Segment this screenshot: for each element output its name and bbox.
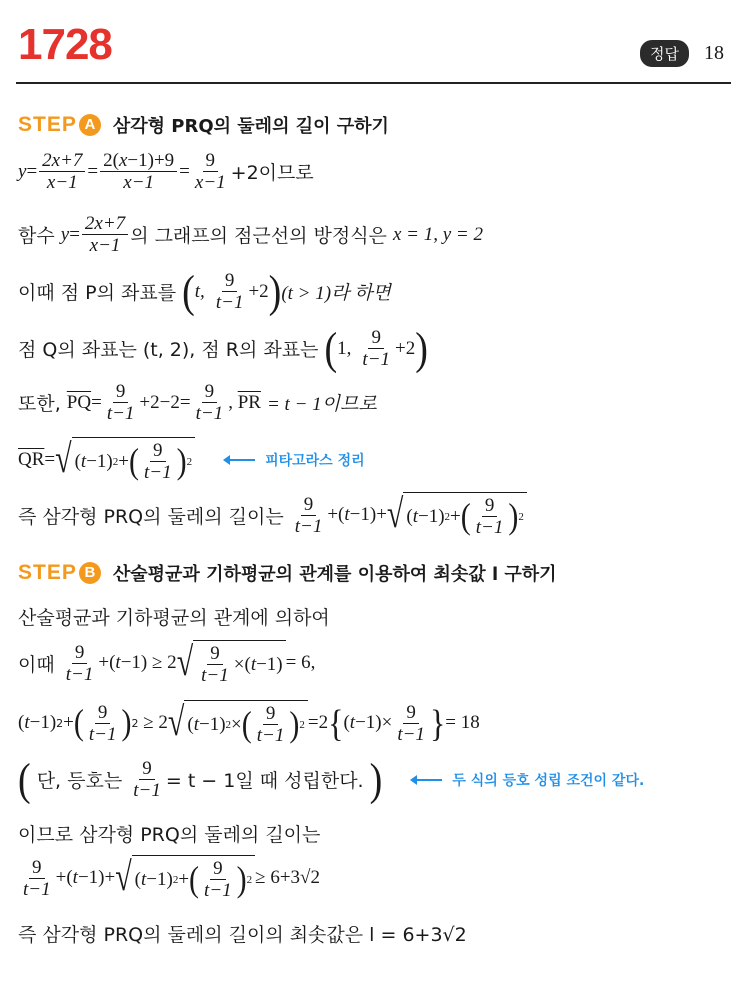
pythagoras-note: 피타고라스 정리 (225, 450, 365, 470)
left-arrow-icon (412, 779, 442, 781)
step-b-title: 산술평균과 기하평균의 관계를 이용하여 최솟값 l 구하기 (112, 564, 557, 585)
line-3-tail: (t > 1)라 하면 (281, 283, 391, 304)
line-13-tail: ≥ 6+3√2 (255, 867, 320, 888)
step-b-letter: B (79, 562, 101, 584)
line-11-tail: = t − 1일 때 성립한다. (165, 770, 364, 792)
equation-line-10: ( t −1) 2 + ( $\frac{9}{t-1}$ ) 2 ≥ 2 √ ( t −1) 2 × ( $\frac{9}{t-1}$ ) 2 =2 { ( t −1)× $\frac{9}{t-1}$ } = 18 (18, 700, 480, 746)
line-2-head: 함수 (18, 225, 55, 247)
step-a-title: 삼각형 PRQ의 둘레의 길이 구하기 (112, 116, 389, 137)
answer-page: 18 (704, 42, 724, 64)
equation-line-13: $\frac{9}{t-1}$ +( t −1)+ √ ( t −1) 2 + ( $\frac{9}{t-1}$ ) 2 ≥ 6+3√2 (23, 855, 320, 901)
line-3-head: 이때 점 P의 좌표를 (18, 282, 177, 304)
line-5-tail: = t − 1이므로 (266, 394, 377, 415)
line-1-tail: +2이므로 (230, 162, 314, 184)
step-a-heading (18, 112, 389, 138)
header-rule (16, 82, 731, 84)
step-b-tag: STEP (18, 561, 77, 584)
equation-line-5: 또한, $\overline{PQ}$ = $\frac{9}{t-1}$ +2−2= $\frac{9}{t-1}$ , $\overline{PR}$ = t − 1이므로 (18, 381, 377, 424)
equation-line-3: 이때 점 P의 좌표를 ( t, $\frac{9}{t-1}$ +2 ) (t > 1)라 하면 (18, 266, 391, 317)
answer-badge: 정답 (640, 40, 689, 67)
equation-line-6: $\overline{QR}$ = √ ( t −1) 2 + ( $\frac{9}{t-1}$ ) 2 피타고라스 정리 (18, 437, 365, 483)
asymptote-equations: x = 1, y = 2 (392, 223, 483, 245)
equality-note: 두 식의 등호 성립 조건이 같다. (412, 770, 644, 790)
line-11-head: 단, 등호는 (36, 770, 123, 792)
left-arrow-icon (225, 459, 255, 461)
equation-line-7: 즉 삼각형 PRQ의 둘레의 길이는 $\frac{9}{t-1}$ +( t −1)+ √ ( t −1) 2 + ( $\frac{9}{t-1}$ ) 2 (18, 492, 527, 538)
line-9-tail: = 6, (285, 652, 316, 673)
equation-line-11: ( 단, 등호는 $\frac{9}{t-1}$ = t − 1일 때 성립한다. ) 두 식의 등호 성립 조건이 같다. (18, 754, 645, 805)
equation-line-2: 함수 y = $\frac{2x+7}{x-1}$ 의 그래프의 점근선의 방정식은 x = 1, y = 2 (18, 213, 483, 256)
equation-line-1: y = $\frac{2x+7}{x-1}$ = $\frac{2(x-1)+9}{x-1}$ = $\frac{9}{x-1}$ +2이므로 (18, 150, 314, 193)
text-line-14: 즉 삼각형 PRQ의 둘레의 길이의 최솟값은 l = 6+3√2 (18, 924, 467, 946)
problem-number: 1728 (18, 20, 112, 69)
step-a-tag: STEP (18, 113, 77, 136)
line-4-head: 점 Q의 좌표는 (t, 2), 점 R의 좌표는 (18, 339, 319, 361)
line-10-tail: = 18 (445, 712, 480, 733)
step-b-heading (18, 560, 557, 586)
line-2-tail: 의 그래프의 점근선의 방정식은 (130, 225, 387, 247)
equation-line-4: 점 Q의 좌표는 (t, 2), 점 R의 좌표는 ( 1, $\frac{9}{t-1}$ +2 ) (18, 323, 428, 374)
text-line-8: 산술평균과 기하평균의 관계에 의하여 (18, 607, 330, 629)
line-7-head: 즉 삼각형 PRQ의 둘레의 길이는 (18, 505, 284, 528)
line-5-head: 또한, (18, 393, 61, 415)
step-a-letter: A (79, 114, 101, 136)
line-9-head: 이때 (18, 653, 55, 676)
equation-line-9: 이때 $\frac{9}{t-1}$ +( t −1) ≥ 2 √ $\frac{9}{t-1}$ ×( t −1) = 6, (18, 640, 316, 686)
text-line-12: 이므로 삼각형 PRQ의 둘레의 길이는 (18, 824, 321, 846)
